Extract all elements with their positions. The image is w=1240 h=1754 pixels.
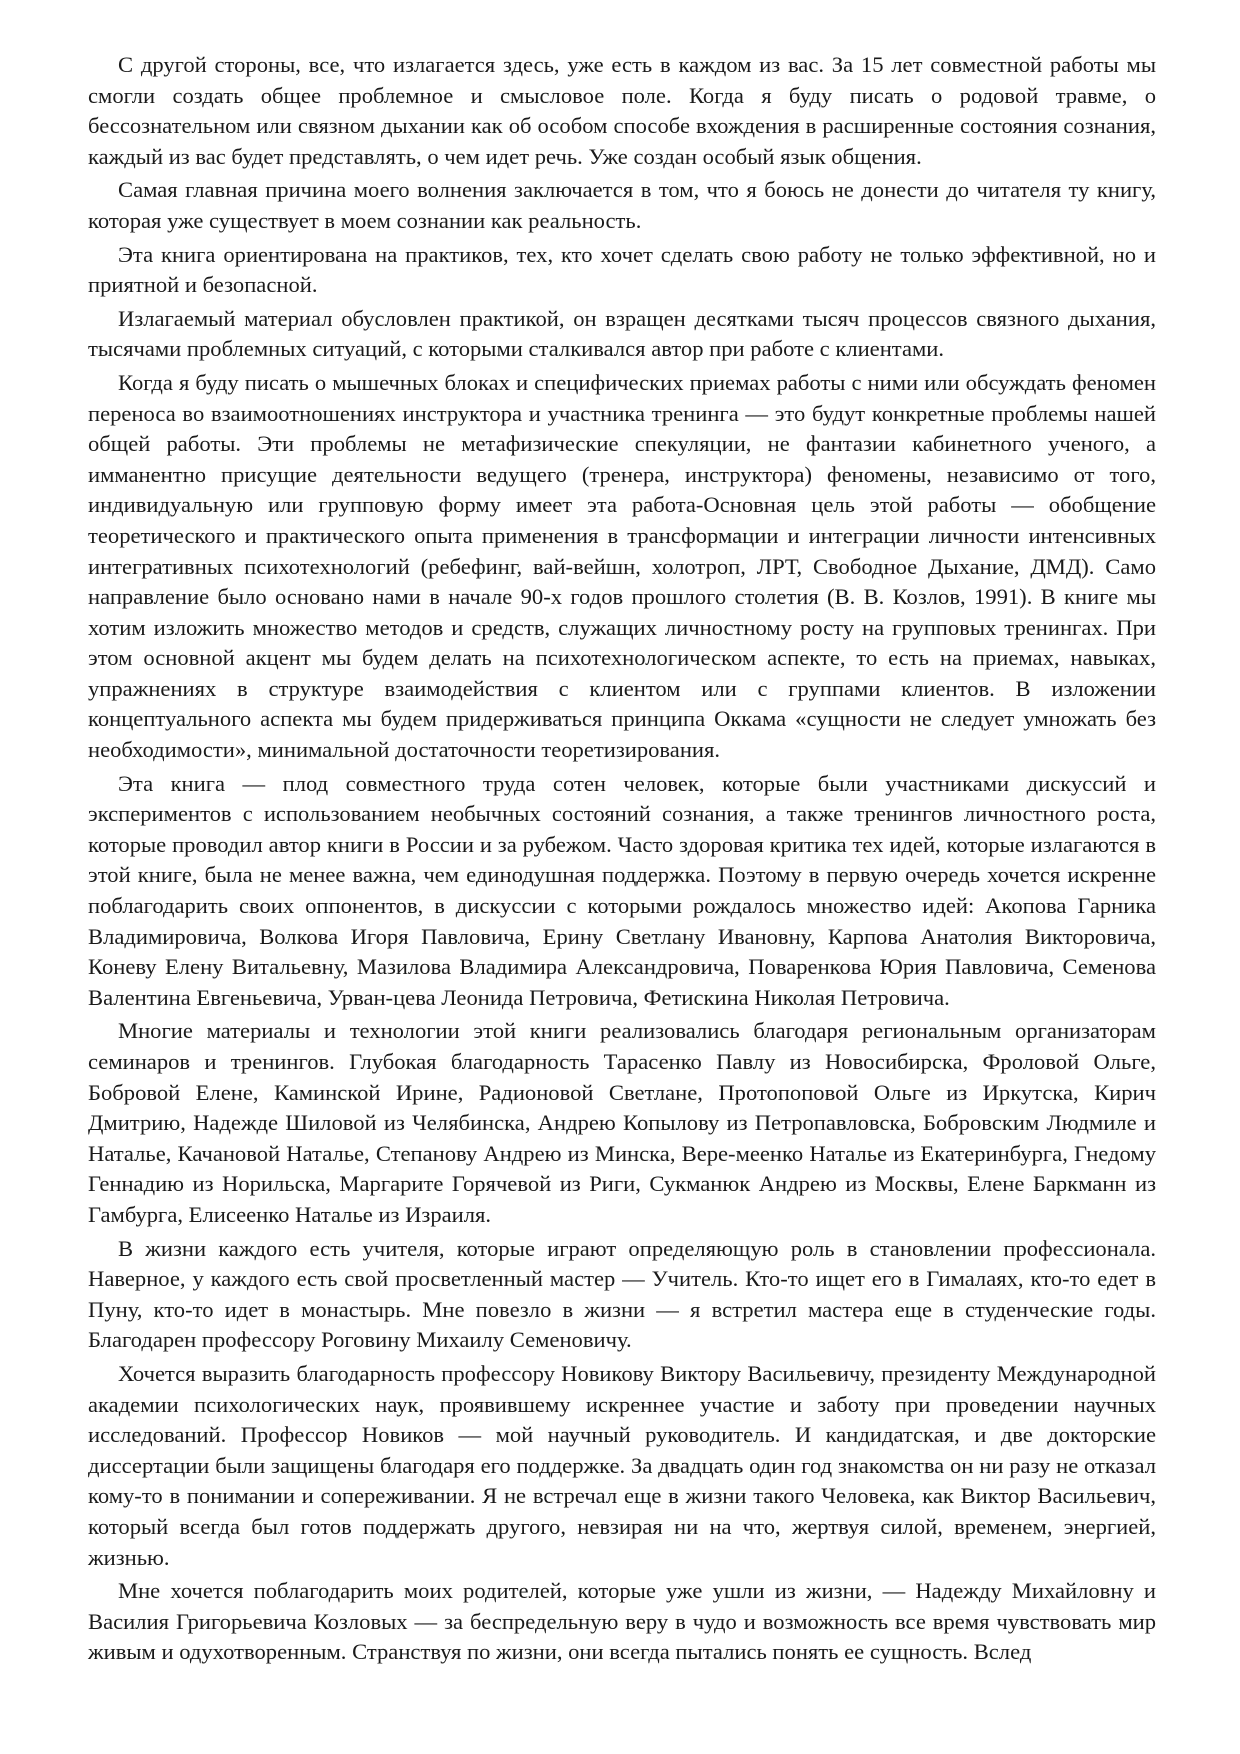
- paragraph-10: Мне хочется поблагодарить моих родителей, которые уже ушли из жизни, — Надежду Михайловну и Василия Григорьевича Козловых — за беспредельную веру в чудо и возможность все время чувствовать мир живым и одухотворенным. Странствуя по жизни, они всегда пытались понять ее сущность. Вслед: [88, 1578, 1156, 1665]
- paragraph-9: Хочется выразить благодарность профессору Новикову Виктору Васильевичу, президенту Международной академии психологических наук, проявившему искреннее участие и заботу при проведении научных исследований. Профессор Новиков — мой научный руководитель. И кандидатская, и две докторские диссертации были защищены благодаря его поддержке. За двадцать один год знакомства он ни разу не отказал кому-то в понимании и сопереживании. Я не встречал еще в жизни такого Человека, как Виктор Васильевич, который всегда был готов поддержать другого, невзирая ни на что, жертвуя силой, временем, энергией, жизнью.: [88, 1360, 1156, 1570]
- document-page: [88, 50, 1156, 1671]
- paragraph-1: С другой стороны, все, что излагается здесь, уже есть в каждом из вас. За 15 лет совместной работы мы смогли создать общее проблемное и смысловое поле. Когда я буду писать о родовой травме, о бессознательном или связном дыхании как об особом способе вхождения в расширенные состояния сознания, каждый из вас будет представлять, о чем идет речь. Уже создан особый язык общения.: [88, 52, 1156, 169]
- paragraph-6: Эта книга — плод совместного труда сотен человек, которые были участниками дискуссий и экспериментов с использованием необычных состояний сознания, а также тренингов личностного роста, которые проводил автор книги в России и за рубежом. Часто здоровая критика тех идей, которые излагаются в этой книге, была не менее важна, чем единодушная поддержка. Поэтому в первую очередь хочется искренне поблагодарить своих оппонентов, в дискуссии с которыми рождалось множество идей: Акопова Гарника Владимировича, Волкова Игоря Павловича, Ерину Светлану Ивановну, Карпова Анатолия Викторовича, Коневу Елену Витальевну, Мазилова Владимира Александровича, Поваренкова Юрия Павловича, Семенова Валентина Евгеньевича, Урван-цева Леонида Петровича, Фетискина Николая Петровича.: [88, 770, 1156, 1010]
- paragraph-8: В жизни каждого есть учителя, которые играют определяющую роль в становлении профессионала. Наверное, у каждого есть свой просветленный мастер — Учитель. Кто-то ищет его в Гималаях, кто-то едет в Пуну, кто-то идет в монастырь. Мне повезло в жизни — я встретил мастера еще в студенческие годы. Благодарен профессору Роговину Михаилу Семеновичу.: [88, 1235, 1156, 1353]
- paragraph-5: Когда я буду писать о мышечных блоках и специфических приемах работы с ними или обсуждать феномен переноса во взаимоотношениях инструктора и участника тренинга — это будут конкретные проблемы нашей общей работы. Эти проблемы не метафизические спекуляции, не фантазии кабинетного ученого, а имманентно присущие деятельности ведущего (тренера, инструктора) феномены, независимо от того, индивидуальную или групповую форму имеет эта работа-Основная цель этой работы — обобщение теоретического и практического опыта применения в трансформации и интеграции личности интенсивных интегративных психотехнологий (ребефинг, вай-вейшн, холотроп, ЛРТ, Свободное Дыхание, ДМД). Само направление было основано нами в начале 90-х годов прошлого столетия (В. В. Козлов, 1991). В книге мы хотим изложить множество методов и средств, служащих личностному росту на групповых тренингах. При этом основной акцент мы будем делать на психотехнологическом аспекте, то есть на приемах, навыках, упражнениях в структуре взаимодействия с клиентом или с группами клиентов. В изложении концептуального аспекта мы будем придерживаться принципа Оккама «сущности не следует умножать без необходимости», минимальной достаточности теоретизирования.: [88, 369, 1156, 763]
- paragraph-4: Излагаемый материал обусловлен практикой, он взращен десятками тысяч процессов связного дыхания, тысячами проблемных ситуаций, с которыми сталкивался автор при работе с клиентами.: [88, 305, 1156, 362]
- paragraph-2: Самая главная причина моего волнения заключается в том, что я боюсь не донести до читателя ту книгу, которая уже существует в моем сознании как реальность.: [88, 177, 1156, 233]
- paragraph-7: Многие материалы и технологии этой книги реализовались благодаря региональным организаторам семинаров и тренингов. Глубокая благодарность Тарасенко Павлу из Новосибирска, Фроловой Ольге, Бобровой Елене, Каминской Ирине, Радионовой Светлане, Протопоповой Ольге из Иркутска, Кирич Дмитрию, Надежде Шиловой из Челябинска, Андрею Копылову из Петропавловска, Бобровским Людмиле и Наталье, Качановой Наталье, Степанову Андрею из Минска, Вере-меенко Наталье из Екатеринбурга, Гнедому Геннадию из Норильска, Маргарите Горячевой из Риги, Сукманюк Андрею из Москвы, Елене Баркманн из Гамбурга, Елисеенко Наталье из Израиля.: [88, 1018, 1156, 1227]
- paragraph-3: Эта книга ориентирована на практиков, тех, кто хочет сделать свою работу не только эффективной, но и приятной и безопасной.: [88, 241, 1156, 298]
